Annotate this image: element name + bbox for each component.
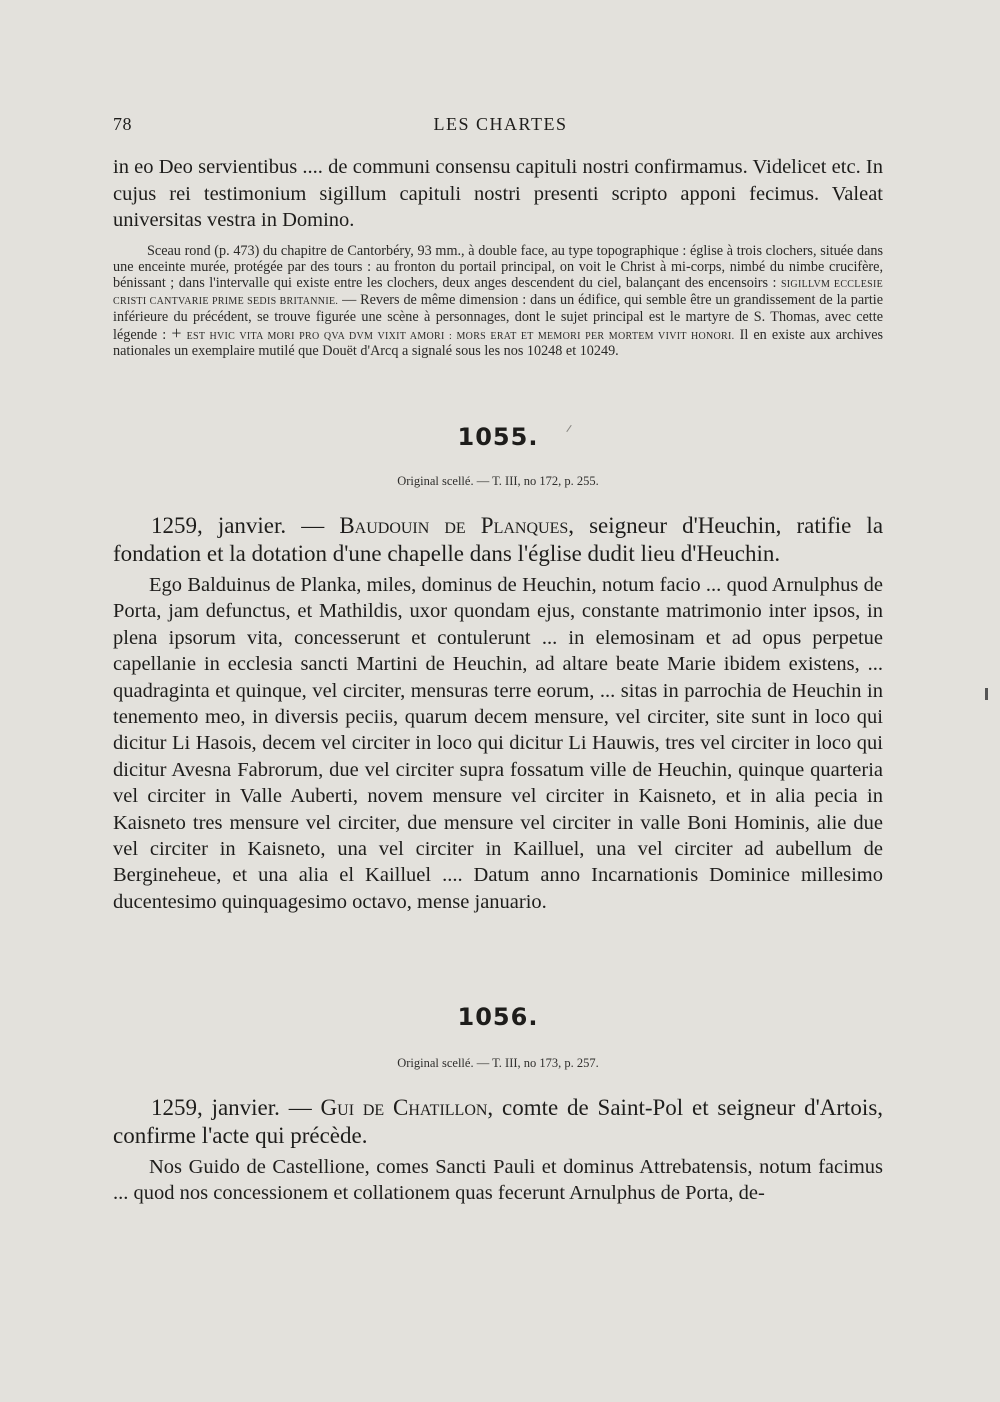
charter-source-1056: Original scellé. — T. III, no 173, p. 257. bbox=[397, 1056, 599, 1070]
charter-summary-text-1055: seigneur d'Heuchin, ratifie la fondation et la dotation d'une chapelle dans l'église dudit lieu d'Heuchin. bbox=[113, 513, 884, 566]
seal-note-text-1: Sceau rond (p. 473) du chapitre de Cantorbéry, 93 mm., à double face, au type topographique : église à trois clochers, située dans une enceinte murée, protégée par des tours : au fronton du portail principal, on voit le Christ à mi-corps, nimbé du nimbe crucifère, bénissant ; dans l'intervalle qui existe entre les clochers, deux anges descendent du ciel, balançant des encensoirs : bbox=[113, 243, 883, 291]
charter-summary-1056 bbox=[113, 1094, 883, 1150]
charter-summary-text-1056: comte de Saint-Pol et seigneur d'Artois, confirme l'acte qui précède. bbox=[113, 1095, 884, 1148]
continuation-text: in eo Deo servientibus .... de communi consensu capituli nostri confirmamus. Videlicet etc. In cujus rei testimonium sigillum capituli nostri presenti scripto apponi fecimus. Valeat universitas vestra in Domino. bbox=[113, 156, 883, 231]
charter-text-1056 bbox=[113, 1154, 883, 1207]
charter-date-1056: 1259, janvier. — bbox=[151, 1095, 312, 1120]
charter-number-1056: 1056. bbox=[457, 1003, 539, 1031]
cross-symbol: + bbox=[171, 322, 182, 343]
charter-summary-1055 bbox=[113, 512, 883, 568]
seal-note-text-2: — Revers de même dimension : dans un édifice, qui semble être un grandissement de la partie inférieure du précédent, se trouve figurée une scène à personnages, dont le sujet principal est le martyre de S. Thomas, avec cette légende : bbox=[113, 291, 884, 343]
charter-text-body-1056: Nos Guido de Castellione, comes Sancti Pauli et dominus Attrebatensis, notum facimus ... quod nos concessionem et collationem quas fecerunt Arnulphus de Porta, de- bbox=[113, 1156, 883, 1205]
charter-number-1055: 1055. bbox=[457, 423, 539, 451]
charter-text-body-1055: Ego Balduinus de Planka, miles, dominus de Heuchin, notum facio ... quod Arnulphus de Porta, jam defunctus, et Mathildis, uxor quondam ejus, constante matrimonio inter ipsos, in plena ipsorum vita, concesserunt et contulerunt ... in elemosinam et ad opus perpetue capellanie in ecclesia sancti Martini de Heuchin, ad altare beate Marie ibidem existens, ... quadraginta et quinque, vel circiter, mensuras terre eorum, ... sitas in parrochia de Heuchin in tenemento meo, in diversis peciis, quarum decem mensure, vel circiter, site sunt in loco qui dicitur Li Hasois, decem vel circiter in loco qui dicitur Li Hauwis, tres vel circiter in loco qui dicitur Avesna Fabrorum, due vel circiter supra fossatum ville de Heuchin, quinque quarteria vel circiter in Valle Auberti, novem mensure vel circiter in Kaisneto, et in alia pecia in Kaisneto tres mensure vel circiter, due mensure vel circiter in valle Boni Hominis, alie due vel circiter in Kaisneto, una vel circiter in Kailluel, una vel circiter ad aubellum de Bergineheue, et una alia el Kailluel .... Datum anno Incarnationis Dominice millesimo ducentesimo quinquagesimo octavo, mense januario. bbox=[113, 574, 883, 913]
charter-person-1056: Gui de Chatillon, bbox=[320, 1095, 494, 1120]
page-header bbox=[113, 114, 888, 138]
page-number: 78 bbox=[113, 114, 132, 134]
charter-source-1055: Original scellé. — T. III, no 172, p. 255. bbox=[397, 474, 599, 488]
charter-person-1055: Baudouin de Planques, bbox=[339, 513, 574, 538]
seal-legend-reverse: EST HVIC VITA MORI PRO QVA DVM VIXIT AMORI : MORS ERAT ET MEMORI PER MORTEM VIVIT HONORI. bbox=[186, 330, 735, 342]
margin-mark bbox=[985, 688, 988, 700]
charter-text-1055 bbox=[113, 572, 883, 915]
seal-legend-obverse: SIGILLVM ECCLESIE CRISTI CANTVARIE PRIME SEDIS BRITANNIE. bbox=[113, 278, 883, 307]
charter-date-1055: 1259, janvier. — bbox=[151, 513, 325, 538]
seal-note bbox=[113, 244, 883, 360]
running-title: LES CHARTES bbox=[433, 114, 568, 134]
seal-note-text-3: Il en existe aux archives nationales un exemplaire mutilé que Douët d'Arcq a signalé sous les nos 10248 et 10249. bbox=[113, 326, 884, 360]
